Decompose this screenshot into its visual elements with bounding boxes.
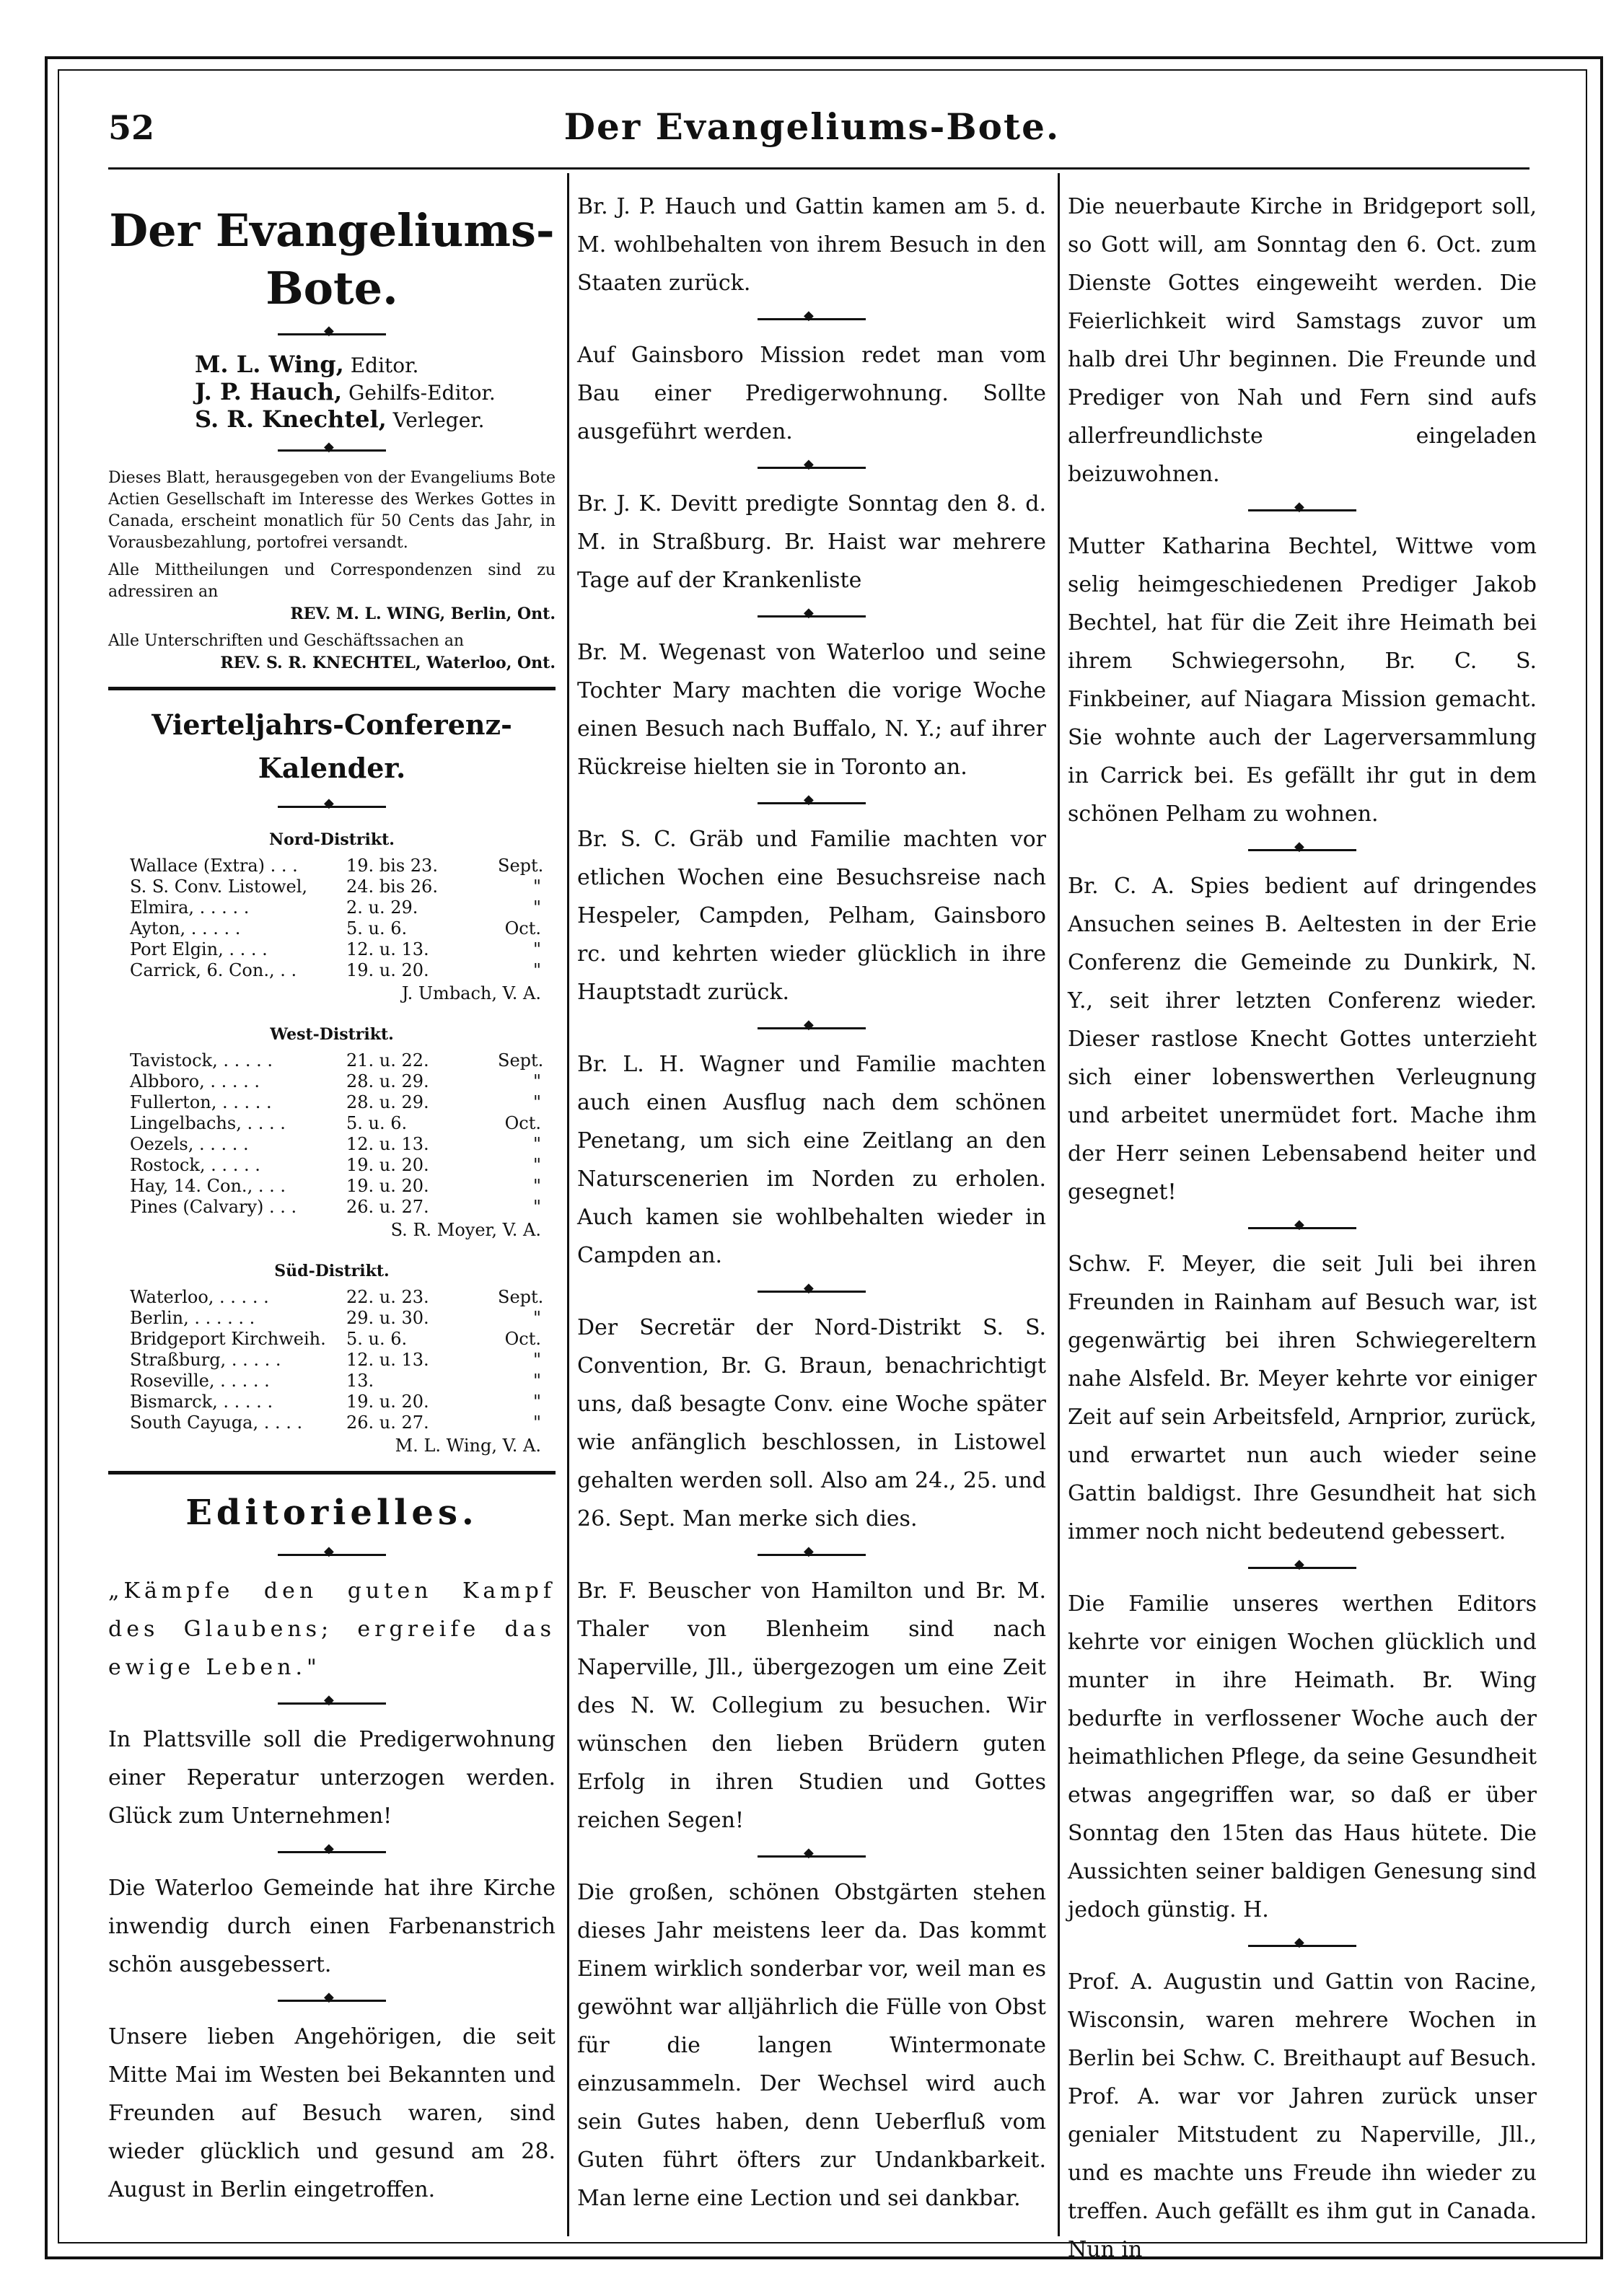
calendar-place: Elmira, . . . . . — [130, 897, 250, 918]
ornament-rule — [758, 467, 866, 469]
calendar-month: " — [532, 1134, 541, 1154]
calendar-month: " — [532, 1197, 541, 1217]
calendar-place: Oezels, . . . . . — [130, 1134, 249, 1154]
news-paragraph: Br. J. K. Devitt predigte Sonntag den 8. d. M. in Straßburg. Br. Haist war mehrere Tage auf der Krankenliste — [577, 491, 1046, 593]
ornament-rule — [1248, 849, 1356, 851]
calendar-signature: M. L. Wing, V. A. — [395, 1436, 541, 1456]
staff-role: Verleger. — [392, 408, 485, 432]
news-paragraph: Br. C. A. Spies bedient auf dringendes Ansuchen seines B. Aeltesten in der Erie Conferenz die Gemeinde zu Dunkirk, N. Y., seit ihrer letzten Conferenz wieder. Dieser rastlose Knecht Gottes unterzieht sich einer lobenswerthen Verleugnung und arbeitet unermüdet fort. Mache ihm der Herr seinen Lebensabend heiter und gesegnet! — [1068, 874, 1537, 1205]
calendar-place: Hay, 14. Con., . . . — [130, 1176, 286, 1196]
calendar-month: " — [532, 1071, 541, 1091]
calendar-month: " — [532, 939, 541, 959]
calendar-row — [108, 1287, 556, 1308]
calendar-place: Wallace (Extra) . . . — [130, 856, 298, 876]
calendar-row — [108, 1134, 556, 1155]
calendar-dates: 19. u. 20. — [346, 960, 429, 980]
ornament-rule — [1248, 509, 1356, 511]
ornament-rule — [1248, 1567, 1356, 1569]
news-paragraph: Br. F. Beuscher von Hamilton und Br. M. Thaler von Blenheim sind nach Naperville, Jll., übergezogen um eine Zeit des N. W. Collegium zu besuchen. Wir wünschen den lieben Brüdern guten Erfolg in ihren Studien und Gottes reichen Segen! — [577, 1578, 1046, 1833]
calendar-dates: 28. u. 29. — [346, 1092, 429, 1112]
ornament-rule — [758, 1554, 866, 1556]
header-rule — [108, 167, 1529, 170]
calendar-month: " — [532, 1350, 541, 1370]
news-paragraph: Br. L. H. Wagner und Familie machten auch einen Ausflug nach dem schönen Penetang, um sich eine Zeitlang an den Naturscenerien im Norden zu erholen. Auch kamen sie wohlbehalten wieder in Campden an. — [577, 1052, 1046, 1268]
news-paragraph: Unsere lieben Angehörigen, die seit Mitte Mai im Westen bei Bekannten und Freunden auf Besuch waren, sind wieder glücklich und gesund am 28. August in Berlin eingetroffen. — [108, 2024, 556, 2202]
calendar-row — [108, 1197, 556, 1218]
calendar-dates: 19. u. 20. — [346, 1176, 429, 1196]
calendar-month: " — [532, 1176, 541, 1196]
news-paragraph: Schw. F. Meyer, die seit Juli bei ihren Freunden in Rainham auf Besuch war, ist gegenwärtig bei ihren Schwiegereltern nahe Alsfeld. Br. Meyer kehrte vor einiger Zeit auf sein Arbeitsfeld, Arnprior, zurück, und erwartet nun auch wieder seine Gattin baldigst. Ihre Gesundheit hat sich immer noch nicht bedeutend gebessert. — [1068, 1252, 1537, 1544]
calendar-row — [108, 856, 556, 876]
calendar-place: Lingelbachs, . . . . — [130, 1113, 286, 1133]
calendar-row — [108, 1155, 556, 1176]
calendar-row — [108, 918, 556, 939]
calendar-place: Bismarck, . . . . . — [130, 1392, 273, 1412]
calendar-dates: 19. bis 23. — [346, 856, 438, 876]
section-rule — [108, 687, 556, 690]
calendar-row — [108, 1071, 556, 1092]
news-paragraph: Auf Gainsboro Mission redet man vom Bau einer Predigerwohnung. Sollte ausgeführt werden. — [577, 343, 1046, 444]
news-paragraph: Prof. A. Augustin und Gattin von Racine, Wisconsin, waren mehrere Wochen in Berlin bei Schw. C. Breithaupt auf Besuch. Prof. A. war vor Jahren zurück unser genialer Mitstudent zu Naperville, Jll., und es machte uns Freude ihn wieder zu treffen. Auch gefällt es ihm gut in Canada. Nun in — [1068, 1969, 1537, 2262]
calendar-month: Sept. — [498, 1287, 544, 1307]
news-paragraph: In Plattsville soll die Predigerwohnung einer Reperatur unterzogen werden. Glück zum Unternehmen! — [108, 1727, 556, 1829]
calendar-place: Ayton, . . . . . — [130, 918, 241, 939]
district-heading: Süd-Distrikt. — [274, 1262, 390, 1280]
calendar-place: Berlin, . . . . . . — [130, 1308, 255, 1328]
calendar-dates: 12. u. 13. — [346, 939, 429, 959]
calendar-dates: 12. u. 13. — [346, 1134, 429, 1154]
calendar-dates: 24. bis 26. — [346, 876, 438, 897]
calendar-place: Fullerton, . . . . . — [130, 1092, 272, 1112]
calendar-row — [108, 1113, 556, 1134]
ornament-rule — [758, 318, 866, 320]
calendar-dates: 26. u. 27. — [346, 1412, 429, 1433]
calendar-row — [108, 897, 556, 918]
calendar-month: Oct. — [504, 1329, 541, 1349]
calendar-place: Straßburg, . . . . . — [130, 1350, 281, 1370]
calendar-place: Tavistock, . . . . . — [130, 1050, 273, 1071]
section-rule — [108, 1471, 556, 1474]
news-paragraph: Mutter Katharina Bechtel, Wittwe vom selig heimgeschiedenen Prediger Jakob Bechtel, hat für die Zeit ihre Heimath bei ihrem Schwiegersohn, Br. C. S. Finkbeiner, auf Niagara Mission gemacht. Sie wohnte auch der Lagerversammlung in Carrick bei. Es gefällt ihr gut in dem schönen Pelham zu wohnen. — [1068, 534, 1537, 827]
calendar-dates: 5. u. 6. — [346, 1113, 408, 1133]
ornament-rule — [1248, 1227, 1356, 1229]
staff-name: M. L. Wing, — [195, 351, 344, 378]
calendar-row — [108, 939, 556, 960]
calendar-row — [108, 1050, 556, 1071]
calendar-month: " — [532, 897, 541, 918]
calendar-dates: 5. u. 6. — [346, 918, 408, 939]
calendar-row — [108, 1308, 556, 1329]
news-paragraph: Br. J. P. Hauch und Gattin kamen am 5. d. M. wohlbehalten von ihrem Besuch in den Staaten zurück. — [577, 194, 1046, 296]
masthead-intro: Dieses Blatt, herausgegeben von der Evangeliums Bote Actien Gesellschaft im Interesse des Werkes Gottes in Canada, erscheint monatlich für 50 Cents das Jahr, in Vorausbezahlung, portofrei versandt. — [108, 469, 556, 552]
calendar-row — [108, 1350, 556, 1371]
district-heading: West-Distrikt. — [270, 1025, 394, 1044]
ornament-rule — [278, 806, 386, 808]
staff-name: S. R. Knechtel, — [195, 405, 387, 433]
calendar-dates: 22. u. 23. — [346, 1287, 429, 1307]
staff-role: Gehilfs-Editor. — [348, 381, 496, 405]
editor-address: REV. M. L. WING, Berlin, Ont. — [290, 605, 556, 623]
calendar-month: Sept. — [498, 856, 544, 876]
news-paragraph: Die Waterloo Gemeinde hat ihre Kirche inwendig durch einen Farbenanstrich schön ausgebessert. — [108, 1876, 556, 1977]
calendar-place: Albboro, . . . . . — [130, 1071, 260, 1091]
masthead-intro-2: Alle Mittheilungen und Correspondenzen sind zu adressiren an — [108, 561, 556, 601]
news-paragraph: Die großen, schönen Obstgärten stehen dieses Jahr meistens leer da. Das kommt Einem wirklich sonderbar vor, weil man es gewöhnt war alljährlich die Fülle von Obst für die langen Wintermonate einzusammeln. Der Wechsel wird auch sein Gutes haben, denn Ueberfluß vom Guten führt öfters zur Undankbarkeit. Man lerne eine Lection und sei dankbar. — [577, 1880, 1046, 2211]
ornament-rule — [758, 1291, 866, 1293]
ornament-rule — [278, 449, 386, 452]
staff-name: J. P. Hauch, — [195, 378, 343, 405]
calendar-place: Bridgeport Kirchweih. — [130, 1329, 326, 1349]
calendar-dates: 26. u. 27. — [346, 1197, 429, 1217]
calendar-place: Port Elgin, . . . . — [130, 939, 268, 959]
calendar-title: Vierteljahrs-Conferenz-Kalender. — [152, 708, 512, 784]
calendar-place: Rostock, . . . . . — [130, 1155, 260, 1175]
calendar-month: " — [532, 1155, 541, 1175]
calendar-dates: 21. u. 22. — [346, 1050, 429, 1071]
calendar-dates: 19. u. 20. — [346, 1392, 429, 1412]
calendar-month: " — [532, 1392, 541, 1412]
calendar-place: Pines (Calvary) . . . — [130, 1197, 297, 1217]
calendar-month: " — [532, 876, 541, 897]
calendar-row — [108, 1092, 556, 1113]
news-paragraph: Br. S. C. Gräb und Familie machten vor etlichen Wochen eine Besuchsreise nach Hespeler, Campden, Pelham, Gainsboro rc. und kehrten wieder glücklich in ihre Hauptstadt zurück. — [577, 827, 1046, 1005]
calendar-row — [108, 1176, 556, 1197]
column-1 — [108, 188, 556, 2216]
column-divider-1 — [567, 173, 569, 2236]
news-paragraph: Die Familie unseres werthen Editors kehrte vor einigen Wochen glücklich und munter in ihre Heimath. Br. Wing bedurfte in verflossener Woche auch der heimathlichen Pflege, da seine Gesundheit etwas angegriffen war, so daß er über Sonntag den 15ten das Haus hütete. Die Aussichten seiner baldigen Genesung sind jedoch günstig. H. — [1068, 1591, 1537, 1922]
calendar-signature: S. R. Moyer, V. A. — [390, 1220, 541, 1240]
calendar-dates: 28. u. 29. — [346, 1071, 429, 1091]
scripture-quote: „Kämpfe den guten Kampf des Glaubens; ergreife das ewige Leben." — [108, 1578, 556, 1680]
calendar-districts — [108, 824, 556, 1458]
calendar-row — [108, 1329, 556, 1350]
calendar-dates: 13. — [346, 1371, 374, 1391]
calendar-month: " — [532, 1371, 541, 1391]
staff-entry — [195, 406, 556, 434]
calendar-row — [108, 1371, 556, 1392]
editorial-title: Editorielles. — [185, 1493, 478, 1533]
ornament-rule — [278, 333, 386, 335]
masthead-title: Der Evangeliums-Bote. — [109, 204, 555, 315]
masthead-intro-3: Alle Unterschriften und Geschäftssachen an — [108, 632, 465, 650]
calendar-row — [108, 960, 556, 981]
column-1-paragraphs — [108, 1720, 556, 2209]
running-title: Der Evangeliums-Bote. — [563, 105, 1061, 148]
calendar-place: Carrick, 6. Con., . . — [130, 960, 297, 980]
district-heading: Nord-Distrikt. — [269, 830, 395, 849]
calendar-dates: 2. u. 29. — [346, 897, 418, 918]
calendar-place: S. S. Conv. Listowel, — [130, 876, 307, 897]
ornament-rule — [278, 2000, 386, 2002]
calendar-place: Roseville, . . . . . — [130, 1371, 270, 1391]
staff-entry — [195, 351, 556, 379]
calendar-month: " — [532, 1092, 541, 1112]
calendar-row — [108, 876, 556, 897]
news-paragraph: Die neuerbaute Kirche in Bridgeport soll, so Gott will, am Sonntag den 6. Oct. zum Dienste Gottes eingeweiht werden. Die Feierlichkeit wird Samstags zuvor um halb drei Uhr beginnen. Die Freunde und Prediger von Nah und Fern sind aufs allerfreundlichste eingeladen beizuwohnen. — [1068, 194, 1537, 487]
column-2 — [577, 188, 1046, 2225]
ornament-rule — [758, 1855, 866, 1858]
calendar-month: Oct. — [504, 918, 541, 939]
staff-list — [108, 351, 556, 434]
calendar-signature: J. Umbach, V. A. — [401, 983, 541, 1003]
calendar-month: " — [532, 960, 541, 980]
calendar-month: " — [532, 1308, 541, 1328]
calendar-dates: 12. u. 13. — [346, 1350, 429, 1370]
calendar-dates: 19. u. 20. — [346, 1155, 429, 1175]
calendar-place: South Cayuga, . . . . — [130, 1412, 303, 1433]
publisher-address: REV. S. R. KNECHTEL, Waterloo, Ont. — [220, 654, 556, 672]
column-3 — [1068, 188, 1537, 2276]
calendar-place: Waterloo, . . . . . — [130, 1287, 269, 1307]
calendar-dates: 29. u. 30. — [346, 1308, 429, 1328]
column-divider-2 — [1058, 173, 1060, 2236]
calendar-dates: 5. u. 6. — [346, 1329, 408, 1349]
news-paragraph: Der Secretär der Nord-Distrikt S. S. Convention, Br. G. Braun, benachrichtigt uns, daß besagte Conv. eine Woche später wie anfänglich beschlossen, in Listowel gehalten werden soll. Also am 24., 25. und 26. Sept. Man merke sich dies. — [577, 1315, 1046, 1531]
calendar-row — [108, 1412, 556, 1433]
calendar-row — [108, 1392, 556, 1412]
ornament-rule — [1248, 1945, 1356, 1947]
staff-role: Editor. — [350, 353, 419, 377]
news-paragraph: Br. M. Wegenast von Waterloo und seine Tochter Mary machten die vorige Woche einen Besuch nach Buffalo, N. Y.; auf ihrer Rückreise hielten sie in Toronto an. — [577, 640, 1046, 780]
calendar-month: " — [532, 1412, 541, 1433]
ornament-rule — [278, 1851, 386, 1853]
ornament-rule — [278, 1554, 386, 1556]
calendar-month: Oct. — [504, 1113, 541, 1133]
ornament-rule — [758, 615, 866, 618]
ornament-rule — [758, 802, 866, 804]
page-number: 52 — [108, 108, 155, 147]
calendar-month: Sept. — [498, 1050, 544, 1071]
ornament-rule — [278, 1702, 386, 1705]
ornament-rule — [758, 1027, 866, 1029]
staff-entry — [195, 379, 556, 406]
